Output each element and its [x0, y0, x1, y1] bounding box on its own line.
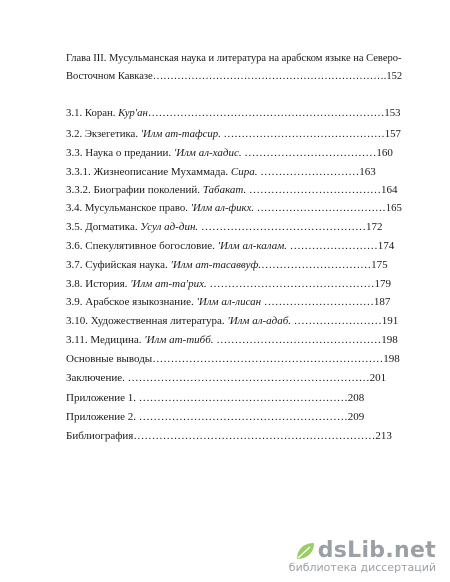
toc-entry-label: 3.3.1. Жизнеописание Мухаммада.	[66, 166, 231, 178]
toc-entry-label: 3.4. Мусульманское право.	[66, 202, 191, 214]
toc-entry-page-number: 165	[385, 202, 402, 214]
toc-entry	[66, 276, 391, 292]
toc-entry-leader: ………………………	[257, 166, 360, 178]
toc-entry	[66, 105, 400, 121]
toc-entry	[66, 294, 390, 310]
toc-entry-leader: ………………………………………………………	[152, 353, 384, 365]
toc-entry-page-number: 157	[384, 128, 401, 140]
toc-entry-label: 3.8. История.	[66, 278, 131, 290]
toc-entry	[66, 200, 402, 216]
toc-entry-label: 3.6. Спекулятивное богословие.	[66, 240, 218, 252]
leaf-icon	[294, 540, 316, 562]
toc-entry	[66, 126, 401, 142]
toc-entry-transliteration: 'Илм ал-хадис.	[173, 147, 242, 159]
toc-entry-transliteration: 'Илм ал-лисан	[196, 296, 262, 308]
toc-entry-transliteration: 'Илм ат-тасаввуф.	[170, 259, 262, 271]
toc-entry	[66, 351, 400, 367]
toc-entry-page-number: 160	[376, 147, 393, 159]
toc-entry-leader: …………………………………………………………	[147, 107, 385, 119]
toc-entry-leader: ………………………………………	[206, 278, 375, 290]
toc-entry-leader: …………………………………………………………	[133, 430, 376, 442]
toc-entry-leader: ………………………………	[254, 202, 386, 214]
toc-entry-transliteration: 'Илм ат-тибб.	[144, 334, 214, 346]
toc-entry	[66, 313, 398, 329]
toc-entry-label: Приложение 2.	[66, 411, 139, 423]
toc-entry	[66, 370, 386, 386]
toc-entry	[66, 219, 382, 235]
toc-entry-label: 3.9. Арабское языкознание.	[66, 296, 197, 308]
toc-entry-transliteration: Кур'ан	[118, 107, 148, 119]
toc-entry-page-number: 175	[371, 259, 388, 271]
toc-entry-transliteration: Сира.	[230, 166, 258, 178]
toc-entry-leader: ………………………………………	[213, 334, 382, 346]
toc-entry-label: Основные выводы	[66, 353, 153, 365]
toc-entry-leader: …………………………………………………	[138, 392, 348, 404]
toc-entry-transliteration: Усул ад-дин.	[140, 221, 199, 233]
toc-entry-label: Заключение.	[66, 372, 128, 384]
toc-entry-label: 3.2. Экзегетика.	[66, 128, 141, 140]
chapter-title-line-2: Восточном Кавказе………………………………………………………….152	[66, 71, 403, 82]
toc-entry-page-number: 187	[373, 296, 391, 308]
toc-entry-label: Приложение 1.	[66, 392, 139, 404]
toc-entry	[66, 390, 364, 406]
toc-entry-leader: …………………………	[261, 296, 374, 308]
toc-entry	[66, 332, 398, 348]
toc-entry-label: 3.10. Художественная литература.	[66, 315, 228, 327]
toc-entry-page-number: 198	[383, 353, 400, 365]
toc-entry-label: 3.3. Наука о предании.	[66, 147, 174, 159]
toc-entry-label: Библиография	[66, 430, 134, 442]
toc-entry-page-number: 201	[369, 372, 387, 384]
toc-entry-label: 3.7. Суфийская наука.	[66, 259, 171, 271]
dslib-watermark: dsLib.net библиотека диссертаций	[288, 538, 436, 574]
toc-entry	[66, 182, 398, 198]
toc-entry-leader: ………………………………	[246, 184, 382, 196]
toc-entry-page-number: 174	[377, 240, 395, 252]
toc-entry-label: 3.5. Догматика.	[66, 221, 141, 233]
toc-entry-page-number: 191	[381, 315, 399, 327]
dslib-logo: dsLib.net	[289, 538, 436, 563]
toc-entry-transliteration: 'Илм ал-фикх.	[190, 202, 255, 214]
chapter-title-line-1: Глава III. Мусульманская наука и литература на арабском языке на Северо-	[66, 53, 402, 64]
toc-entry-label: 3.11. Медицина.	[66, 334, 145, 346]
toc-entry	[66, 164, 376, 180]
toc-entry-leader: ……………………	[291, 315, 382, 327]
toc-entry-page-number: 163	[359, 166, 376, 178]
toc-entry-page-number: 208	[347, 392, 365, 404]
toc-entry-page-number: 172	[365, 221, 383, 233]
toc-entry-transliteration: 'Илм ал-калам.	[217, 240, 287, 252]
toc-entry	[66, 238, 394, 254]
toc-entry	[66, 257, 388, 273]
toc-entry-page-number: 209	[347, 411, 365, 423]
toc-entry-leader: …………………………	[261, 259, 372, 271]
toc-entry-transliteration: 'Илм ат-та'рих.	[130, 278, 207, 290]
toc-entry-leader: ………………………………………	[220, 128, 385, 140]
toc-entry-leader: ……………………	[287, 240, 378, 252]
toc-entry-label: 3.1. Коран.	[66, 107, 119, 119]
toc-entry-page-number: 153	[384, 107, 401, 119]
toc-entry-page-number: 164	[381, 184, 398, 196]
toc-entry-page-number: 213	[375, 430, 392, 442]
toc-entry-transliteration: 'Илм ал-адаб.	[227, 315, 292, 327]
toc-entry-leader: …………………………………………………………	[127, 372, 370, 384]
toc-entry-page-number: 179	[374, 278, 391, 290]
toc-entry-leader: ………………………………………	[198, 221, 366, 233]
toc-entry-leader: ………………………………	[241, 147, 377, 159]
toc-entry	[66, 145, 393, 161]
toc-entry	[66, 409, 364, 425]
toc-entry-page-number: 198	[381, 334, 398, 346]
toc-entry-label: 3.3.2. Биографии поколений.	[66, 184, 203, 196]
toc-entry-transliteration: Табакат.	[202, 184, 247, 196]
toc-entry	[66, 428, 392, 444]
toc-entry-leader: …………………………………………………	[138, 411, 348, 423]
toc-entry-transliteration: 'Илм ат-тафсир.	[140, 128, 221, 140]
